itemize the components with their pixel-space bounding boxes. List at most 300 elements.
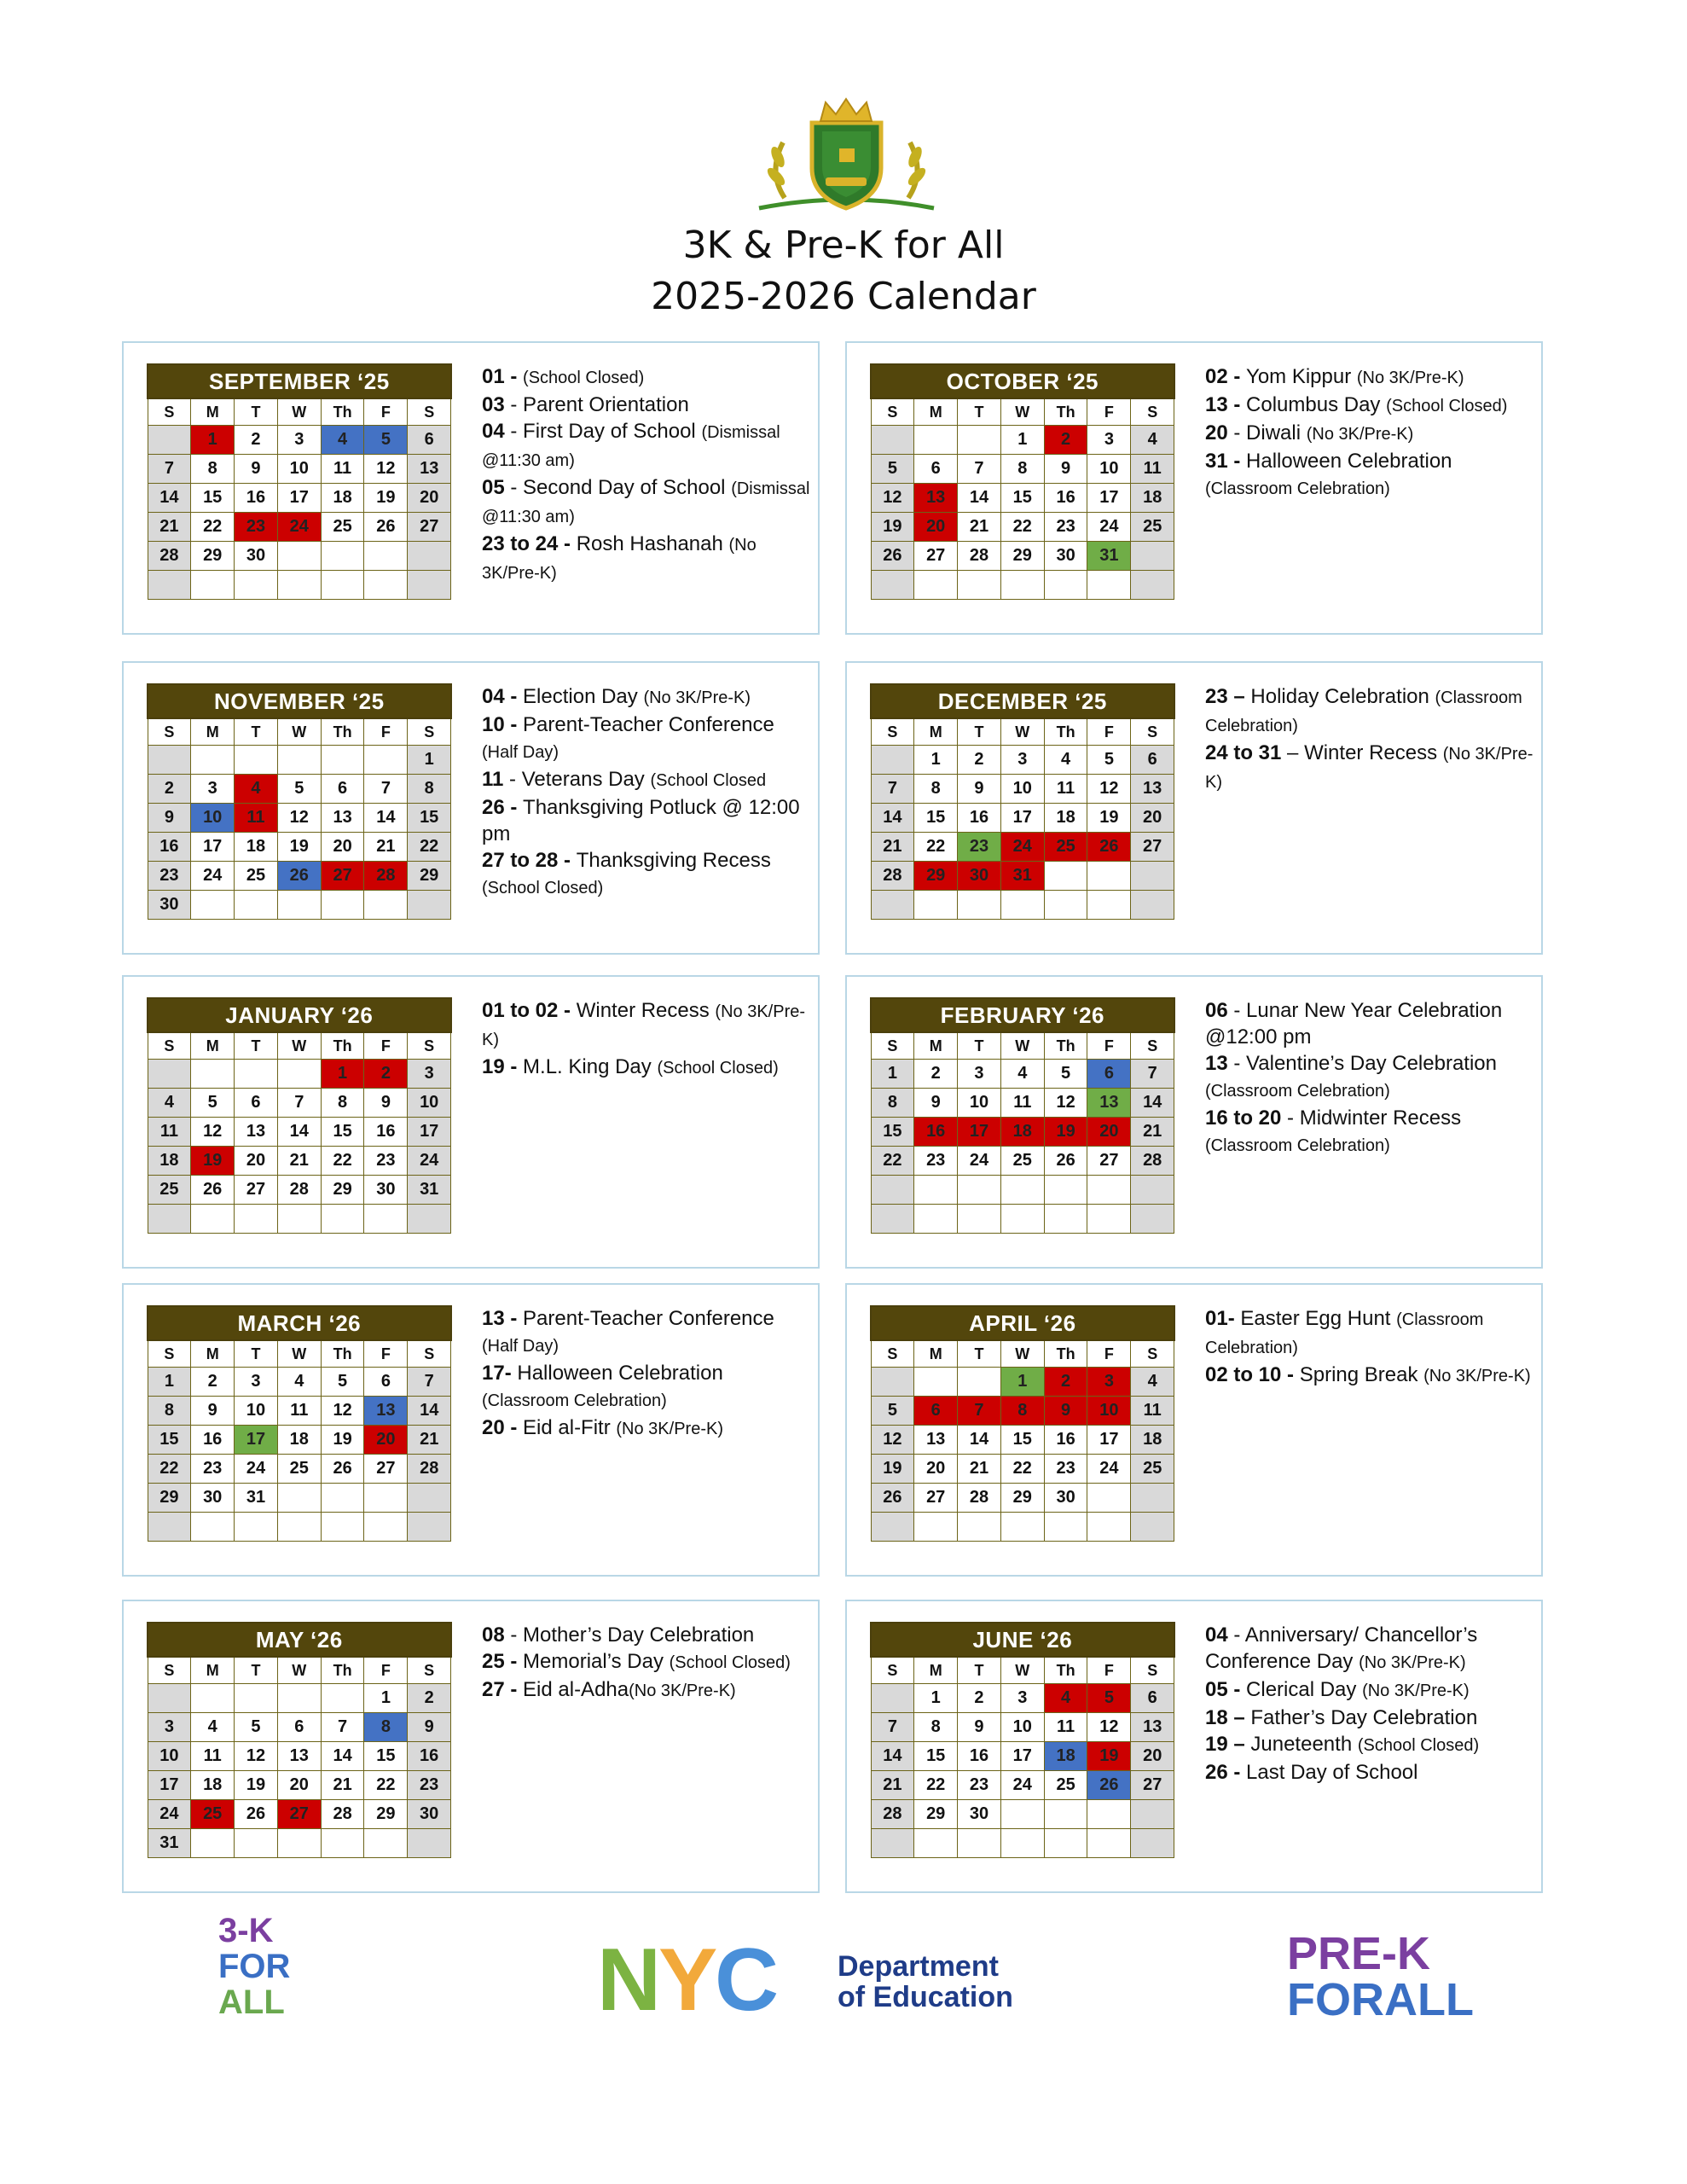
event-date: 20 - — [482, 1416, 524, 1439]
day-cell: 3 — [408, 1060, 451, 1089]
empty-day-cell — [1131, 542, 1174, 571]
day-cell: 18 — [148, 1147, 191, 1176]
empty-day-cell — [277, 1060, 321, 1089]
weekday-header: W — [1000, 398, 1044, 426]
event-date: 01 - — [482, 365, 524, 388]
weekday-header: S — [1131, 1340, 1174, 1368]
day-cell: 8 — [1000, 1397, 1044, 1426]
prek-line1: PRE-K — [1287, 1928, 1431, 1979]
day-cell: 4 — [148, 1089, 191, 1118]
event-text: - Veterans Day — [503, 768, 651, 791]
empty-day-cell — [871, 1684, 914, 1713]
month-title: OCTOBER ‘25 — [871, 364, 1174, 398]
empty-day-cell — [871, 1205, 914, 1234]
event-item — [1205, 1759, 1533, 1786]
day-cell: 29 — [914, 1800, 958, 1829]
empty-day-cell — [1000, 891, 1044, 920]
logo-3k-line1: 3-K — [218, 1912, 274, 1949]
day-cell: 11 — [1131, 455, 1174, 484]
event-note: (Classroom Celebration) — [1205, 688, 1522, 735]
empty-day-cell — [277, 1684, 321, 1713]
day-cell: 16 — [235, 484, 278, 513]
event-text: – Winter Recess — [1287, 741, 1443, 764]
empty-day-cell — [277, 571, 321, 600]
event-item — [1205, 363, 1533, 392]
day-cell: 23 — [958, 833, 1001, 862]
weekday-header: M — [191, 1032, 235, 1060]
day-cell: 14 — [871, 804, 914, 833]
empty-day-cell — [364, 571, 408, 600]
event-text: M.L. King Day — [523, 1055, 658, 1078]
month-events-list — [482, 997, 810, 1082]
month-panel — [122, 661, 820, 955]
day-cell: 29 — [321, 1176, 364, 1205]
day-cell: 28 — [277, 1176, 321, 1205]
day-cell: 1 — [1000, 426, 1044, 455]
month-panel — [122, 1600, 820, 1893]
day-cell: 22 — [148, 1455, 191, 1484]
day-cell: 12 — [871, 1426, 914, 1455]
day-cell: 15 — [148, 1426, 191, 1455]
day-cell: 19 — [1087, 1742, 1131, 1771]
month-events-list — [1205, 997, 1533, 1159]
day-cell: 20 — [277, 1771, 321, 1800]
event-text: Juneteenth — [1250, 1733, 1358, 1756]
empty-day-cell — [1000, 1800, 1044, 1829]
day-cell: 12 — [321, 1397, 364, 1426]
event-item — [482, 418, 810, 474]
event-text: Eid al-Fitr — [523, 1416, 617, 1439]
day-cell: 13 — [235, 1118, 278, 1147]
day-cell: 19 — [321, 1426, 364, 1455]
weekday-header: M — [914, 718, 958, 746]
day-cell: 10 — [191, 804, 235, 833]
day-cell: 31 — [408, 1176, 451, 1205]
event-date: 11 — [482, 768, 504, 791]
event-note: (School Closed) — [482, 879, 604, 897]
weekday-header: S — [871, 1657, 914, 1684]
day-cell: 25 — [1044, 833, 1087, 862]
event-date: 13 - — [482, 1307, 524, 1330]
month-events-list — [482, 1305, 810, 1443]
day-cell: 26 — [1087, 1771, 1131, 1800]
day-cell: 25 — [1131, 1455, 1174, 1484]
weekday-header: Th — [321, 398, 364, 426]
empty-day-cell — [914, 1205, 958, 1234]
empty-day-cell — [871, 746, 914, 775]
day-cell: 10 — [958, 1089, 1001, 1118]
month-panel — [845, 1600, 1543, 1893]
day-cell: 5 — [1044, 1060, 1087, 1089]
day-cell: 28 — [321, 1800, 364, 1829]
event-date: 01- — [1205, 1307, 1235, 1330]
day-cell: 10 — [277, 455, 321, 484]
event-text: Halloween Celebration — [511, 1362, 723, 1385]
event-item — [1205, 1705, 1533, 1731]
empty-day-cell — [1044, 1513, 1087, 1542]
event-item — [482, 1305, 810, 1360]
day-cell: 2 — [148, 775, 191, 804]
weekday-header: Th — [321, 1032, 364, 1060]
nyc-letter-n: N — [597, 1935, 662, 2020]
day-cell: 6 — [364, 1368, 408, 1397]
day-cell: 11 — [1131, 1397, 1174, 1426]
day-cell: 25 — [277, 1455, 321, 1484]
weekday-header: S — [408, 1657, 451, 1684]
empty-day-cell — [871, 571, 914, 600]
day-cell: 30 — [364, 1176, 408, 1205]
day-cell: 3 — [191, 775, 235, 804]
weekday-header: W — [1000, 1340, 1044, 1368]
empty-day-cell — [871, 891, 914, 920]
event-item — [482, 531, 810, 587]
month-panel — [845, 341, 1543, 635]
day-cell: 11 — [191, 1742, 235, 1771]
day-cell: 9 — [958, 1713, 1001, 1742]
weekday-header: M — [914, 1032, 958, 1060]
event-text: Yom Kippur — [1246, 365, 1357, 388]
weekday-header: T — [958, 718, 1001, 746]
day-cell: 29 — [191, 542, 235, 571]
event-item — [482, 1360, 810, 1414]
empty-day-cell — [1087, 571, 1131, 600]
event-item — [482, 766, 810, 794]
day-cell: 30 — [235, 542, 278, 571]
weekday-header: T — [958, 398, 1001, 426]
nyc-doe-logo — [597, 1935, 1023, 2020]
event-item — [1205, 1622, 1533, 1676]
day-cell: 2 — [408, 1684, 451, 1713]
event-text: Columbus Day — [1246, 393, 1387, 416]
day-cell: 13 — [1087, 1089, 1131, 1118]
day-cell: 17 — [958, 1118, 1001, 1147]
month-calendar-grid — [870, 1305, 1175, 1542]
empty-day-cell — [191, 891, 235, 920]
empty-day-cell — [1087, 1829, 1131, 1858]
event-item — [482, 1676, 810, 1705]
day-cell: 2 — [364, 1060, 408, 1089]
day-cell: 25 — [1044, 1771, 1087, 1800]
empty-day-cell — [958, 571, 1001, 600]
empty-day-cell — [1131, 1829, 1174, 1858]
month-title: JANUARY ‘26 — [148, 998, 451, 1032]
event-item — [1205, 1362, 1533, 1390]
empty-day-cell — [148, 1205, 191, 1234]
event-item — [1205, 997, 1533, 1050]
empty-day-cell — [1087, 891, 1131, 920]
weekday-header: M — [914, 1657, 958, 1684]
day-cell: 1 — [1000, 1368, 1044, 1397]
day-cell: 21 — [958, 513, 1001, 542]
month-title: SEPTEMBER ‘25 — [148, 364, 451, 398]
event-item — [1205, 740, 1533, 796]
event-text: - Midwinter Recess — [1281, 1107, 1462, 1130]
day-cell: 2 — [958, 746, 1001, 775]
weekday-header: M — [914, 1340, 958, 1368]
day-cell: 12 — [1087, 1713, 1131, 1742]
day-cell: 14 — [277, 1118, 321, 1147]
weekday-header: W — [1000, 1032, 1044, 1060]
empty-day-cell — [914, 891, 958, 920]
weekday-header: Th — [1044, 1657, 1087, 1684]
empty-day-cell — [1131, 1205, 1174, 1234]
day-cell: 1 — [408, 746, 451, 775]
empty-day-cell — [321, 1829, 364, 1858]
day-cell: 17 — [148, 1771, 191, 1800]
weekday-header: S — [148, 1032, 191, 1060]
event-text: Thanksgiving Potluck @ 12:00 pm — [482, 796, 800, 845]
day-cell: 29 — [1000, 542, 1044, 571]
empty-day-cell — [914, 1176, 958, 1205]
day-cell: 23 — [364, 1147, 408, 1176]
empty-day-cell — [408, 542, 451, 571]
day-cell: 9 — [235, 455, 278, 484]
day-cell: 2 — [235, 426, 278, 455]
event-note: (No 3K/Pre-K) — [1423, 1367, 1531, 1385]
day-cell: 8 — [321, 1089, 364, 1118]
event-note: (Classroom Celebration) — [1205, 1082, 1390, 1101]
event-text: - Parent Orientation — [504, 393, 689, 416]
event-text: - Valentine’s Day Celebration — [1227, 1052, 1497, 1075]
event-date: 26 - — [1205, 1761, 1247, 1784]
month-panel — [122, 975, 820, 1269]
month-calendar-grid — [147, 1622, 452, 1858]
day-cell: 3 — [958, 1060, 1001, 1089]
day-cell: 18 — [1131, 1426, 1174, 1455]
day-cell: 4 — [1044, 1684, 1087, 1713]
day-cell: 24 — [1000, 1771, 1044, 1800]
day-cell: 12 — [235, 1742, 278, 1771]
day-cell: 21 — [277, 1147, 321, 1176]
day-cell: 19 — [1044, 1118, 1087, 1147]
day-cell: 17 — [408, 1118, 451, 1147]
month-events-list — [482, 363, 810, 587]
day-cell: 22 — [1000, 513, 1044, 542]
day-cell: 18 — [191, 1771, 235, 1800]
day-cell: 29 — [408, 862, 451, 891]
day-cell: 8 — [148, 1397, 191, 1426]
day-cell: 20 — [1087, 1118, 1131, 1147]
weekday-header: S — [408, 398, 451, 426]
day-cell: 30 — [408, 1800, 451, 1829]
event-item — [1205, 420, 1533, 448]
day-cell: 26 — [235, 1800, 278, 1829]
day-cell: 2 — [191, 1368, 235, 1397]
event-note: (Half Day) — [482, 743, 559, 762]
day-cell: 3 — [1087, 426, 1131, 455]
weekday-header: W — [277, 1657, 321, 1684]
event-text: Memorial’s Day — [523, 1650, 670, 1673]
empty-day-cell — [1131, 571, 1174, 600]
event-date: 13 — [1205, 1052, 1228, 1075]
month-calendar-grid — [870, 1622, 1175, 1858]
day-cell: 16 — [148, 833, 191, 862]
event-text: Thanksgiving Recess — [576, 849, 771, 872]
event-text: Clerical Day — [1246, 1678, 1363, 1701]
event-note: (School Closed) — [1357, 1736, 1480, 1755]
day-cell: 15 — [408, 804, 451, 833]
day-cell: 18 — [277, 1426, 321, 1455]
empty-day-cell — [191, 1060, 235, 1089]
weekday-header: S — [871, 1340, 914, 1368]
weekday-header: S — [148, 718, 191, 746]
event-note: (No 3K/Pre-K) — [1362, 1682, 1470, 1700]
day-cell: 25 — [235, 862, 278, 891]
day-cell: 31 — [235, 1484, 278, 1513]
day-cell: 8 — [914, 775, 958, 804]
event-note: (Dismissal @11:30 am) — [482, 423, 780, 470]
weekday-header: S — [1131, 718, 1174, 746]
day-cell: 1 — [321, 1060, 364, 1089]
event-text: Rosh Hashanah — [576, 532, 729, 555]
month-events-list — [482, 683, 810, 902]
event-date: 27 - — [482, 1678, 524, 1701]
weekday-header: S — [871, 398, 914, 426]
day-cell: 22 — [364, 1771, 408, 1800]
day-cell: 18 — [235, 833, 278, 862]
event-date: 19 – — [1205, 1733, 1251, 1756]
weekday-header: W — [1000, 718, 1044, 746]
empty-day-cell — [364, 1484, 408, 1513]
day-cell: 30 — [958, 862, 1001, 891]
empty-day-cell — [364, 1513, 408, 1542]
day-cell: 10 — [408, 1089, 451, 1118]
day-cell: 21 — [148, 513, 191, 542]
day-cell: 23 — [958, 1771, 1001, 1800]
empty-day-cell — [235, 1205, 278, 1234]
day-cell: 22 — [914, 1771, 958, 1800]
day-cell: 5 — [1087, 1684, 1131, 1713]
event-text: Parent-Teacher Conference — [523, 1307, 774, 1330]
day-cell: 24 — [277, 513, 321, 542]
weekday-header: M — [914, 398, 958, 426]
day-cell: 11 — [1000, 1089, 1044, 1118]
weekday-header: M — [191, 398, 235, 426]
day-cell: 19 — [364, 484, 408, 513]
day-cell: 19 — [1087, 804, 1131, 833]
weekday-header: F — [1087, 398, 1131, 426]
empty-day-cell — [1044, 1205, 1087, 1234]
day-cell: 17 — [277, 484, 321, 513]
empty-day-cell — [958, 891, 1001, 920]
day-cell: 21 — [958, 1455, 1001, 1484]
day-cell: 24 — [1000, 833, 1044, 862]
day-cell: 14 — [364, 804, 408, 833]
day-cell: 27 — [364, 1455, 408, 1484]
empty-day-cell — [148, 426, 191, 455]
day-cell: 8 — [191, 455, 235, 484]
day-cell: 25 — [191, 1800, 235, 1829]
month-panel — [845, 661, 1543, 955]
empty-day-cell — [235, 1829, 278, 1858]
event-text: Winter Recess — [576, 999, 716, 1022]
day-cell: 4 — [191, 1713, 235, 1742]
logo-3k-line3: ALL — [218, 1984, 285, 2020]
day-cell: 15 — [1000, 484, 1044, 513]
month-events-list — [1205, 1305, 1533, 1390]
month-title: NOVEMBER ‘25 — [148, 684, 451, 718]
day-cell: 26 — [321, 1455, 364, 1484]
weekday-header: T — [958, 1340, 1001, 1368]
day-cell: 15 — [1000, 1426, 1044, 1455]
month-calendar-grid — [147, 1305, 452, 1542]
event-date: 26 - — [482, 796, 524, 819]
event-note: (No 3K/Pre-K) — [482, 536, 757, 583]
empty-day-cell — [191, 571, 235, 600]
day-cell: 22 — [191, 513, 235, 542]
empty-day-cell — [958, 1829, 1001, 1858]
weekday-header: M — [191, 1340, 235, 1368]
weekday-header: S — [408, 1340, 451, 1368]
day-cell: 1 — [871, 1060, 914, 1089]
event-note: (School Closed) — [657, 1059, 779, 1077]
day-cell: 20 — [364, 1426, 408, 1455]
weekday-header: W — [277, 1032, 321, 1060]
day-cell: 3 — [1087, 1368, 1131, 1397]
day-cell: 8 — [914, 1713, 958, 1742]
month-calendar-grid — [147, 997, 452, 1234]
day-cell: 6 — [277, 1713, 321, 1742]
event-note: (Classroom Celebration) — [1205, 479, 1390, 498]
empty-day-cell — [191, 1513, 235, 1542]
day-cell: 10 — [1087, 1397, 1131, 1426]
event-note: (No 3K/Pre-K) — [1359, 1653, 1466, 1672]
day-cell: 5 — [364, 426, 408, 455]
event-text: Spring Break — [1299, 1363, 1424, 1386]
empty-day-cell — [1087, 862, 1131, 891]
day-cell: 12 — [277, 804, 321, 833]
day-cell: 6 — [1131, 746, 1174, 775]
event-text: - First Day of School — [504, 420, 702, 443]
event-date: 08 — [482, 1623, 505, 1647]
event-item — [1205, 683, 1533, 740]
day-cell: 17 — [1000, 1742, 1044, 1771]
empty-day-cell — [1044, 862, 1087, 891]
event-text: Holiday Celebration — [1250, 685, 1435, 708]
day-cell: 14 — [148, 484, 191, 513]
day-cell: 16 — [1044, 484, 1087, 513]
day-cell: 6 — [235, 1089, 278, 1118]
day-cell: 1 — [364, 1684, 408, 1713]
day-cell: 3 — [1000, 1684, 1044, 1713]
day-cell: 3 — [148, 1713, 191, 1742]
nyc-letter-c: C — [715, 1935, 780, 2020]
day-cell: 28 — [871, 1800, 914, 1829]
event-item — [1205, 1305, 1533, 1362]
event-note: (Classroom Celebration) — [1205, 1310, 1484, 1357]
day-cell: 15 — [191, 484, 235, 513]
event-text: Last Day of School — [1246, 1761, 1418, 1784]
day-cell: 16 — [364, 1118, 408, 1147]
day-cell: 4 — [277, 1368, 321, 1397]
day-cell: 2 — [958, 1684, 1001, 1713]
weekday-header: S — [1131, 1032, 1174, 1060]
day-cell: 8 — [364, 1713, 408, 1742]
day-cell: 4 — [1044, 746, 1087, 775]
day-cell: 1 — [148, 1368, 191, 1397]
event-note: (School Closed — [650, 771, 767, 790]
day-cell: 15 — [364, 1742, 408, 1771]
day-cell: 19 — [235, 1771, 278, 1800]
day-cell: 18 — [1000, 1118, 1044, 1147]
event-note: (Classroom Celebration) — [1205, 1136, 1390, 1155]
day-cell: 27 — [277, 1800, 321, 1829]
day-cell: 15 — [321, 1118, 364, 1147]
weekday-header: F — [1087, 1657, 1131, 1684]
day-cell: 4 — [321, 426, 364, 455]
day-cell: 6 — [408, 426, 451, 455]
day-cell: 30 — [958, 1800, 1001, 1829]
